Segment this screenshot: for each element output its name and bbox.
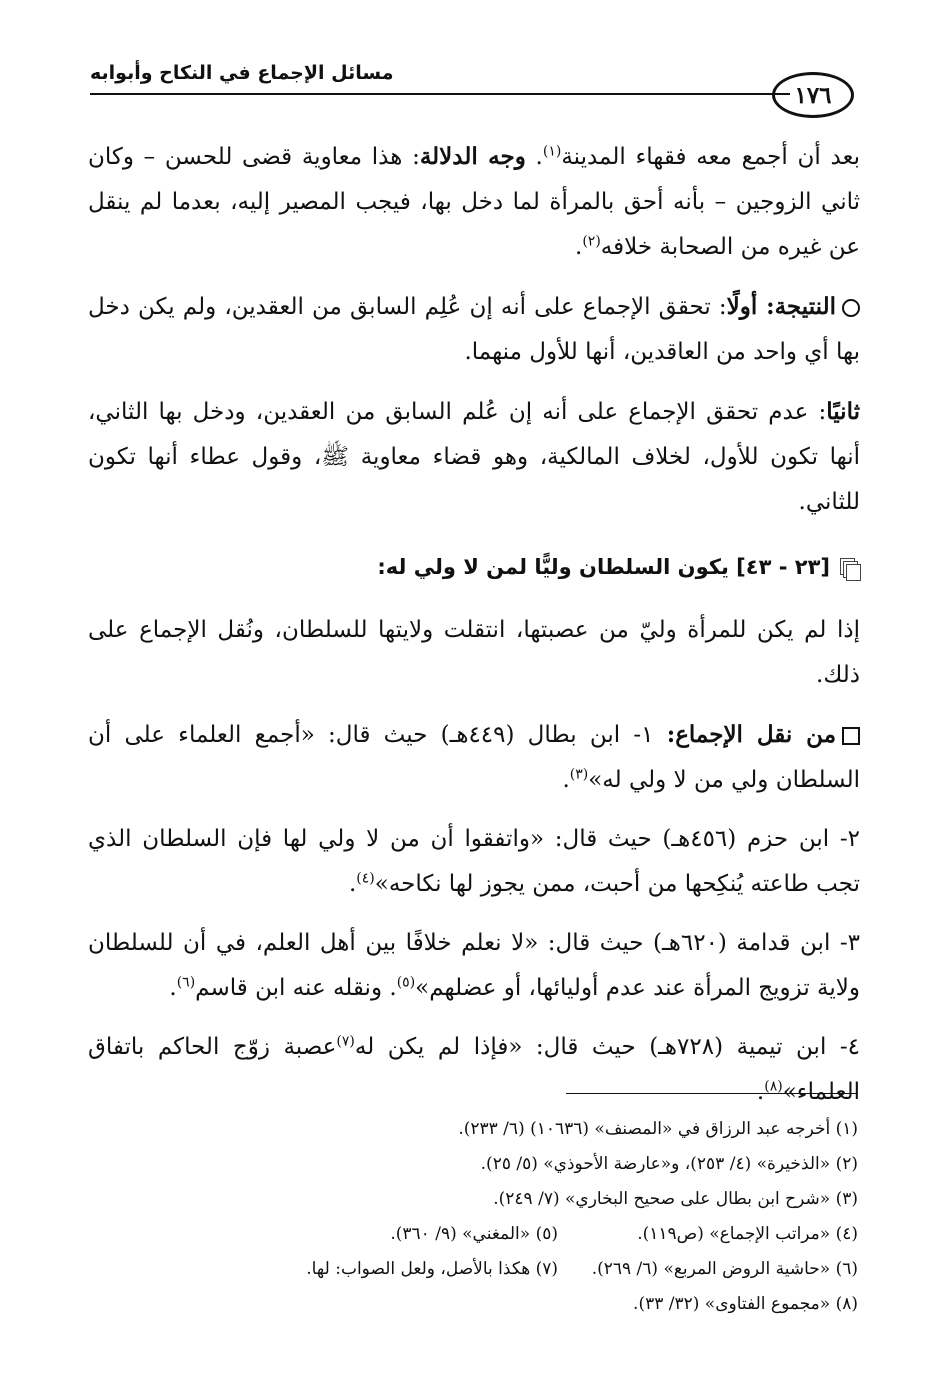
section-number: [٢٣ - ٤٣] [736, 555, 830, 579]
label-evidence: وجه الدلالة [419, 143, 526, 170]
footnote-ref-3[interactable]: (٣) [569, 766, 589, 783]
paragraph-evidence [88, 134, 860, 270]
page-number: ١٧٦ [772, 72, 854, 118]
text: ٣- ابن قدامة (٦٢٠هـ) حيث قال: «لا نعلم خلافًا بين أهل العلم، في أن للسلطان ولاية تزويج المرأة عند عدم أوليائها، أو عضلهم» [88, 930, 860, 1001]
section-heading [88, 545, 860, 590]
footnote-6: (٦) «حاشية الروض المربع» (٦/ ٢٦٩). [591, 1259, 858, 1279]
footnote-8: (٨) «مجموع الفتاوى» (٣٢/ ٣٣). [633, 1294, 858, 1314]
circle-bullet-icon [842, 299, 860, 317]
label-transmitters: من نقل الإجماع: [666, 721, 837, 748]
text: عصبة زوّج الحاكم باتفاق العلماء» [88, 1034, 860, 1105]
footnote-ref-6[interactable]: (٦) [176, 974, 196, 991]
paragraph-ibn-qudama [88, 921, 860, 1011]
footnote-ref-4[interactable]: (٤) [356, 870, 375, 887]
paragraph-result-first [88, 284, 860, 375]
footnote-ref-8[interactable]: (٨) [764, 1078, 783, 1095]
text: : هذا معاوية قضى للحسن – وكان ثاني الزوجين – بأنه أحق بالمرأة لما دخل بها، فيجب المصير إليه، بعدما لم ينقل عن غيره من الصحابة خلافه [88, 144, 860, 260]
footnote-2: (٢) «الذخيرة» (٤/ ٢٥٣)، و«عارضة الأحوذي» (٥/ ٢٥). [480, 1154, 858, 1174]
text: . [756, 1079, 765, 1105]
section-title: يكون السلطان وليًّا لمن لا ولي له: [377, 555, 729, 579]
paragraph-result-second [88, 389, 860, 525]
text: ١- ابن بطال (٤٤٩هـ) حيث قال: «أجمع العلماء على أن السلطان ولي من لا ولي له» [88, 722, 860, 793]
running-title: مسائل الإجماع في النكاح وأبوابه [90, 62, 394, 84]
footnote-row [140, 1112, 858, 1147]
footnote-ref-5[interactable]: (٥) [396, 974, 416, 991]
footnote-5: (٥) «المغني» (٩/ ٣٦٠). [390, 1224, 558, 1244]
text: ٤- ابن تيمية (٧٢٨هـ) حيث قال: «فإذا لم يكن له [354, 1034, 861, 1060]
text: : تحقق الإجماع على أنه إن عُلِم السابق من العقدين، ولم يكن دخل بها أي واحد من العاقدين، أنها للأول منهما. [88, 294, 860, 365]
footnote-row [140, 1217, 858, 1252]
text: . [348, 871, 357, 897]
footnote-ref-7[interactable]: (٧) [336, 1033, 355, 1050]
footnote-3: (٣) «شرح ابن بطال على صحيح البخاري» (٧/ ٢٤٩). [493, 1189, 858, 1209]
text: بعد أن أجمع معه فقهاء المدينة [561, 144, 861, 170]
paragraph-transmitters [88, 712, 860, 803]
footnote-ref-1[interactable]: (١) [542, 143, 562, 160]
square-bullet-icon [842, 727, 860, 745]
text: . [169, 975, 177, 1001]
paragraph-ibn-taymiyya [88, 1025, 860, 1115]
label-result: النتيجة: أولًا [726, 293, 836, 320]
text: . [575, 234, 583, 260]
text: : عدم تحقق الإجماع على أنه إن عُلم السابق من العقدين، ودخل بها الثاني، أنها تكون للأول، لخلاف المالكية، وهو قضاء معاوية ﷺ، وقول عطاء أنها تكون للثاني. [88, 399, 860, 515]
paragraph-ibn-hazm [88, 817, 860, 907]
footnote-7: (٧) هكذا بالأصل، ولعل الصواب: لها. [306, 1259, 558, 1279]
footnote-ref-2[interactable]: (٢) [582, 233, 601, 250]
text: . [525, 144, 543, 170]
footnote-row [140, 1147, 858, 1182]
footnote-row [140, 1182, 858, 1217]
books-icon [840, 558, 860, 578]
footnote-rule [566, 1093, 858, 1094]
text: إذا لم يكن للمرأة وليّ من عصبتها، انتقلت ولايتها للسلطان، ونُقل الإجماع على ذلك. [88, 617, 860, 688]
footnote-row [140, 1252, 858, 1287]
label-second: ثانيًا [826, 398, 860, 425]
footnote-1: (١) أخرجه عبد الرزاق في «المصنف» (١٠٦٣٦) (٦/ ٢٣٣). [458, 1119, 858, 1139]
paragraph-intro [88, 608, 860, 698]
footnote-row [140, 1287, 858, 1322]
footnotes [140, 1112, 858, 1322]
footnote-4: (٤) «مراتب الإجماع» (ص١١٩). [637, 1224, 858, 1244]
text: . ونقله عنه ابن قاسم [195, 975, 397, 1001]
text: . [562, 767, 570, 793]
main-text [88, 134, 860, 1129]
header-rule [90, 93, 790, 95]
text: ٢- ابن حزم (٤٥٦هـ) حيث قال: «واتفقوا أن من لا ولي لها فإن السلطان الذي تجب طاعته يُنكِحها من أحبت، ممن يجوز لها نكاحه» [88, 826, 860, 897]
